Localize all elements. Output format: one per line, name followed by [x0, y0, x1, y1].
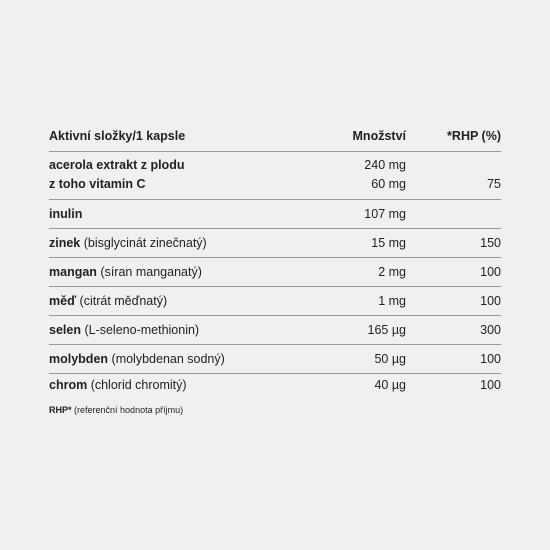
footnote-text: (referenční hodnota příjmu) — [74, 405, 184, 415]
ingredient-name: z toho vitamin C — [49, 177, 146, 191]
ingredient-name: mangan — [49, 265, 97, 279]
ingredient-name: měď — [49, 294, 77, 308]
ingredient-amount: 165 µg — [367, 323, 406, 337]
header-amount: Množství — [352, 129, 406, 143]
header-rhp: *RHP (%) — [447, 129, 501, 143]
ingredient-name: acerola extrakt z plodu — [49, 158, 185, 172]
ingredient-rhp: 100 — [480, 294, 501, 308]
ingredient-rhp: 100 — [480, 352, 501, 366]
ingredient-amount: 107 mg — [364, 207, 406, 221]
ingredient-rhp: 100 — [480, 265, 501, 279]
ingredient-name: zinek — [49, 236, 81, 250]
ingredient-amount: 60 mg — [371, 177, 406, 191]
table-row — [49, 287, 501, 316]
ingredient-form: (chlorid chromitý) — [90, 378, 187, 392]
ingredient-rhp: 100 — [480, 378, 501, 392]
ingredient-amount: 50 µg — [374, 352, 406, 366]
header-ingredients: Aktivní složky/1 kapsle — [49, 129, 186, 143]
ingredient-amount: 2 mg — [378, 265, 406, 279]
table-row — [49, 316, 501, 345]
table-header — [49, 124, 501, 152]
ingredient-form: (bisglycinát zinečnatý) — [83, 236, 207, 250]
ingredient-name: chrom — [49, 378, 88, 392]
ingredient-form: (L-seleno-methionin) — [84, 323, 200, 337]
ingredient-name: molybden — [49, 352, 109, 366]
table-row — [49, 374, 501, 399]
ingredient-name: selen — [49, 323, 81, 337]
ingredient-rhp: 150 — [480, 236, 501, 250]
ingredient-rhp: 75 — [487, 177, 501, 191]
table-row — [49, 345, 501, 374]
ingredient-amount: 240 mg — [364, 158, 406, 172]
ingredient-form: (molybdenan sodný) — [111, 352, 225, 366]
ingredient-amount: 15 mg — [371, 236, 406, 250]
ingredient-form: (síran manganatý) — [100, 265, 202, 279]
ingredient-amount: 1 mg — [378, 294, 406, 308]
ingredient-name: inulin — [49, 207, 83, 221]
ingredient-amount: 40 µg — [374, 378, 406, 392]
ingredient-form: (citrát měďnatý) — [79, 294, 168, 308]
ingredient-rhp: 300 — [480, 323, 501, 337]
footnote — [49, 404, 183, 416]
table-row — [49, 200, 501, 229]
footnote-label: RHP* — [49, 405, 72, 415]
table-row — [49, 258, 501, 287]
table-row — [49, 229, 501, 258]
table-row — [49, 152, 501, 200]
